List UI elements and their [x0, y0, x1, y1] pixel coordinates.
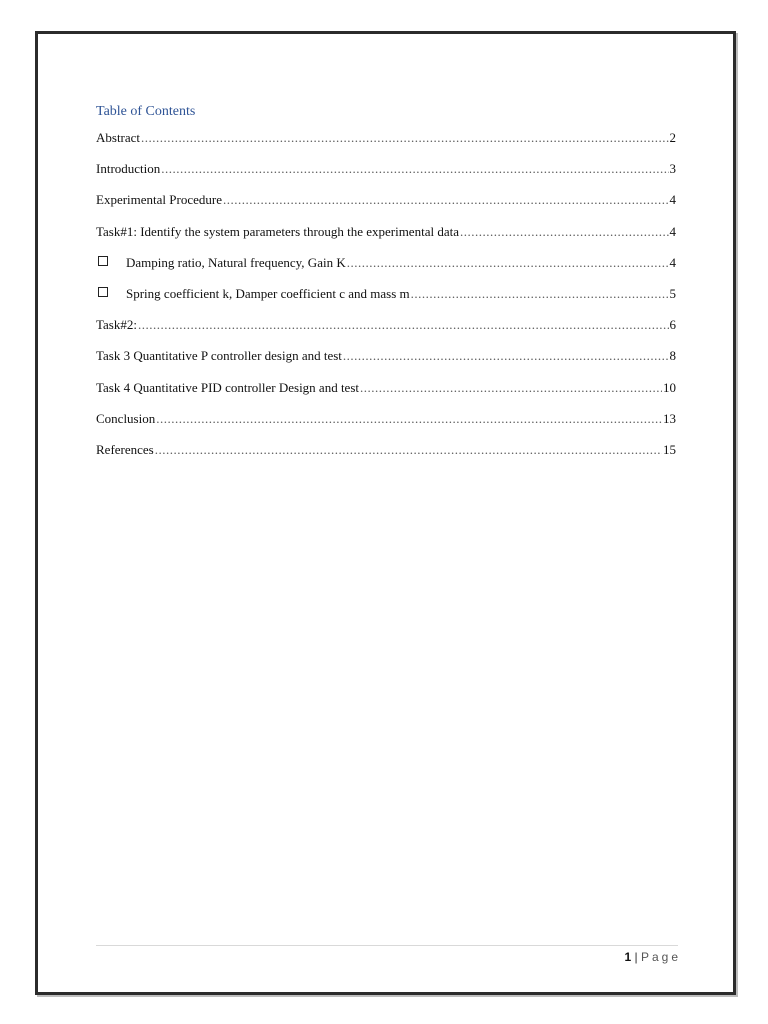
toc-list — [96, 130, 676, 473]
toc-entry-task-1[interactable] — [96, 224, 676, 255]
toc-entry-title: Abstract — [96, 130, 141, 145]
toc-entry-task-4[interactable] — [96, 380, 676, 411]
toc-entry-page: 3 — [669, 161, 676, 177]
toc-entry-references[interactable] — [96, 442, 676, 473]
toc-entry-page: 4 — [669, 254, 676, 270]
toc-dot-leader — [347, 255, 669, 271]
toc-entry-page: 6 — [669, 317, 676, 333]
toc-entry-experimental-procedure[interactable] — [96, 192, 676, 223]
toc-entry-title: Task#2: — [96, 317, 137, 333]
toc-entry-conclusion[interactable] — [96, 411, 676, 442]
toc-entry-title: Experimental Procedure — [96, 192, 222, 208]
footer-page-label: Page — [640, 950, 681, 964]
toc-dot-leader — [343, 348, 669, 364]
toc-entry-task-3[interactable] — [96, 348, 676, 379]
toc-entry-title: Task 3 Quantitative P controller design and test — [96, 348, 342, 364]
toc-entry-title: Damping ratio, Natural frequency, Gain K — [126, 254, 346, 270]
toc-entry-page: 13 — [663, 410, 676, 426]
toc-dot-leader — [460, 224, 669, 240]
toc-dot-leader — [161, 161, 668, 177]
page-footer — [624, 950, 681, 964]
toc-entry-page: 2 — [669, 130, 676, 145]
toc-dot-leader — [223, 192, 669, 208]
square-bullet-icon — [98, 287, 108, 297]
square-bullet-icon — [98, 256, 108, 266]
toc-dot-leader — [360, 380, 662, 396]
toc-entry-page: 4 — [669, 192, 676, 208]
toc-entry-page: 15 — [663, 441, 676, 457]
toc-entry-title: Task 4 Quantitative PID controller Design and test — [96, 379, 360, 395]
toc-entry-title: Introduction — [96, 161, 161, 177]
toc-entry-title: Conclusion — [96, 410, 156, 426]
toc-entry-spring-coefficient[interactable] — [96, 286, 676, 317]
footer-page-number: 1 — [624, 950, 632, 964]
toc-entry-damping-ratio[interactable] — [96, 255, 676, 286]
toc-dot-leader — [155, 442, 662, 458]
toc-dot-leader — [156, 411, 662, 427]
toc-entry-title: Spring coefficient k, Damper coefficient c and mass m — [126, 285, 410, 301]
footer-separator: | — [634, 950, 638, 964]
footer-divider — [96, 945, 678, 946]
toc-entry-introduction[interactable] — [96, 161, 676, 192]
toc-dot-leader — [411, 286, 669, 302]
toc-heading: Table of Contents — [96, 104, 196, 119]
document-page — [35, 31, 736, 995]
toc-entry-title: References — [96, 441, 154, 457]
toc-dot-leader — [138, 317, 669, 333]
toc-entry-page: 5 — [669, 285, 676, 301]
toc-entry-page: 8 — [669, 348, 676, 364]
toc-entry-page: 10 — [663, 379, 676, 395]
toc-entry-abstract[interactable] — [96, 130, 676, 161]
toc-entry-title: Task#1: Identify the system parameters through the experimental data — [96, 223, 459, 239]
toc-dot-leader — [141, 130, 668, 146]
toc-entry-page: 4 — [669, 223, 676, 239]
toc-entry-task-2[interactable] — [96, 317, 676, 348]
